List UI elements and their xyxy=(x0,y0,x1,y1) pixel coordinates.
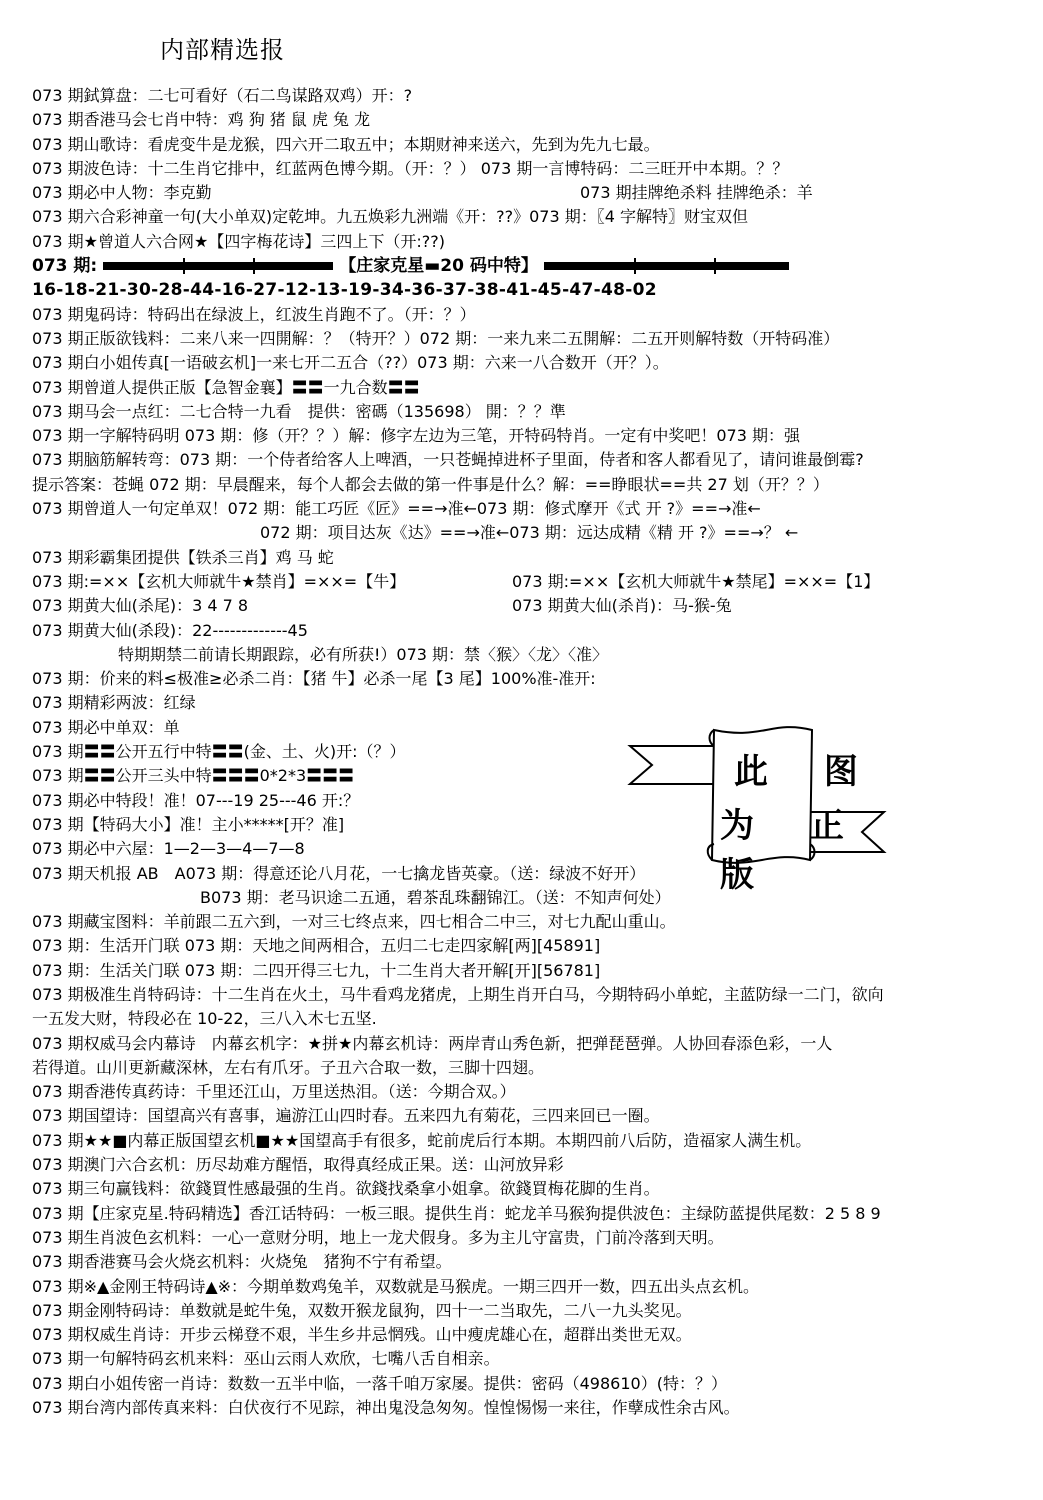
text-line: 072 期：项目达灰《达》==→准←073 期：远达成精《精 开 ?》==→？ ← xyxy=(260,523,799,543)
text-line: 特期期禁二前请长期跟踪，必有所获!）073 期：禁〈猴〉〈龙〉〈准〉 xyxy=(118,644,609,664)
text-line: 073 期必中单双：单 xyxy=(32,717,180,737)
text-line-split xyxy=(32,181,1032,205)
text-line: 073 期山歌诗：看虎变牛是龙猴，四六开二取五中；本期财神来送六，先到为先九七最。 xyxy=(32,134,660,154)
text-segment: 073 期挂牌绝杀料 挂牌绝杀：羊 xyxy=(580,183,813,203)
page-title: 内部精选报 xyxy=(160,36,285,64)
text-line: 073 期脑筋解转弯：073 期：一个侍者给客人上啤酒，一只苍蝇掉进杯子里面，侍者和客人都看见了，请问谁最倒霉? xyxy=(32,450,864,470)
text-line: 073 期权威马会内幕诗 内幕玄机字：★拼★内幕玄机诗：两岸青山秀色新，把弹琵琶弹。人协回春添色彩，一人 xyxy=(32,1033,833,1053)
text-segment: 073 期:=××【玄机大师就牛★禁尾】=××=【1】 xyxy=(512,571,880,591)
text-line: 073 期香港马会七肖中特：鸡 狗 猪 鼠 虎 兔 龙 xyxy=(32,110,371,130)
text-line: 073 期国望诗：国望高兴有喜事，遍游江山四时春。五来四九有菊花，三四来回已一圈。 xyxy=(32,1106,660,1126)
text-segment: 073 期必中人物：李克勤 xyxy=(32,183,212,203)
text-line: 073 期香港传真药诗：千里还江山，万里送热泪。（送：今期合双。） xyxy=(32,1082,516,1102)
text-line: 073 期精彩两波：红绿 xyxy=(32,693,196,713)
text-line: 073 期：价来的料≤极准≥必杀二肖：【猪 牛】必杀一尾【3 尾】100%准-准开: xyxy=(32,669,596,689)
text-line: 073 期白小姐传密一肖诗：数数一五半中临，一落千咱万家屡。提供：密码（498610）(特：？） xyxy=(32,1373,727,1393)
text-line: 073 期马会一点红：二七合特一九看 提供：密碼（135698） 開：？？準 xyxy=(32,401,566,421)
banner-prefix: 073 期: xyxy=(32,256,98,277)
banner-bar-left xyxy=(103,262,333,270)
banner-center: 【庄家克星▬20 码中特】 xyxy=(339,256,538,277)
text-line: 073 期金刚特码诗：单数就是蛇牛兔，双数开猴龙鼠狗，四十一二当取先，二八一九头奖见。 xyxy=(32,1300,692,1320)
text-line: 073 期【特码大小】准！主小*****[开？准] xyxy=(32,814,345,834)
stamp-line2: 为 正 版 xyxy=(720,806,866,895)
text-line: 若得道。山川更新藏深林，左右有爪牙。子丑六合取一数，三脚十四翅。 xyxy=(32,1057,545,1077)
text-line: 073 期极准生肖特码诗：十二生肖在火土，马牛看鸡龙猪虎，上期生肖开白马，今期特码小单蛇，主蓝防绿一二门，欲向 xyxy=(32,984,884,1004)
text-line: 073 期【庄家克星.特码精选】香江话特码：一板三眼。提供生肖：蛇龙羊马猴狗提供波色：主绿防蓝提供尾数：2 5 8 9 xyxy=(32,1203,881,1223)
text-line: 073 期三句赢钱料：欲錢買性感最强的生肖。欲錢找桑拿小姐拿。欲錢買梅花脚的生肖。 xyxy=(32,1179,660,1199)
banner-line xyxy=(32,254,1032,278)
text-line: 073 期※▲金刚王特码诗▲※：今期单数鸡兔羊，双数就是马猴虎。一期三四开一数，四五出头点玄机。 xyxy=(32,1276,760,1296)
text-line: 073 期波色诗：十二生肖它排中，红蓝两色博今期。（开：？） 073 期一言博特码：二三旺开中本期。？？ xyxy=(32,158,789,178)
text-segment: 073 期黄大仙(杀肖)：马-猴-兔 xyxy=(512,596,732,616)
text-line: 073 期一字解特码明 073 期：修（开？？）解：修字左边为三笔，开特码特肖。一定有中奖吧！073 期：强 xyxy=(32,426,800,446)
text-line: 073 期天机报 AB A073 期：得意还论八月花，一七擒龙皆英豪。（送：绿波不好开） xyxy=(32,863,646,883)
text-line: 073 期必中六屋：1—2—3—4—7—8 xyxy=(32,839,305,859)
text-line: 073 期：生活关门联 073 期：二四开得三七九，十二生肖大者开解[开][56781] xyxy=(32,960,601,980)
text-line: 073 期黄大仙(杀段)：22-------------45 xyxy=(32,620,308,640)
text-line: 073 期六合彩神童一句(大小单双)定乾坤。九五焕彩九洲端《开：??》073 期：〖4 字解特〗财宝双但 xyxy=(32,207,748,227)
number-sequence: 16-18-21-30-28-44-16-27-12-13-19-34-36-37-38-41-45-47-48-02 xyxy=(32,280,657,301)
text-line: 073 期鉽算盘：二七可看好（石二鸟谋路双鸡）开：? xyxy=(32,86,413,105)
text-line: 073 期★★■内幕正版国望玄机■★★国望高手有很多，蛇前虎后行本期。本期四前八后防，造福家人满生机。 xyxy=(32,1130,812,1150)
text-line: 073 期〓〓公开五行中特〓〓(金、土、火)开:（？） xyxy=(32,742,406,762)
text-line: 073 期曾道人一句定单双！072 期：能工巧匠《匠》==→准←073 期：修式摩开《式 开 ?》==→准← xyxy=(32,499,761,519)
text-segment: 073 期:=××【玄机大师就牛★禁肖】=××=【牛】 xyxy=(32,571,406,591)
text-line: 提示答案：苍蝇 072 期：早晨醒来，每个人都会去做的第一件事是什么？解：==睁眼状==共 27 划（开？？） xyxy=(32,474,829,494)
text-line: 073 期台湾内部传真来料：白伏夜行不见踪，神出鬼没急匆匆。惶惶惕惕一来往，作孽成性余古风。 xyxy=(32,1398,740,1418)
text-line: 一五发大财，特段必在 10-22，三八入木七五坚. xyxy=(32,1009,377,1029)
text-line: 073 期必中特段！准！07---19 25---46 开:？ xyxy=(32,790,360,810)
text-line: 073 期权威生肖诗：开步云梯登不艰，半生乡井忌惘残。山中瘦虎雄心在，超群出类世无双。 xyxy=(32,1325,692,1345)
text-line: 073 期香港赛马会火烧玄机料：火烧兔 猪狗不宁有希望。 xyxy=(32,1252,452,1272)
text-line: 073 期藏宝图料：羊前跟二五六到，一对三七终点来，四七相合二中三，对七九配山重山。 xyxy=(32,912,676,932)
banner-bar-right xyxy=(544,262,789,270)
text-line: 073 期彩霸集团提供【铁杀三肖】鸡 马 蛇 xyxy=(32,547,334,567)
text-line-split xyxy=(32,594,1032,618)
text-line: 073 期鬼码诗：特码出在绿波上，红波生肖跑不了。（开：？） xyxy=(32,304,476,324)
text-line: 073 期：生活开门联 073 期：天地之间两相合，五归二七走四家解[两][45891] xyxy=(32,936,601,956)
text-line: 073 期澳门六合玄机：历尽劫难方醒悟，取得真经成正果。送：山河放异彩 xyxy=(32,1155,564,1175)
text-line: 073 期一句解特码玄机来料：巫山云雨人欢欣，七嘴八舌自相亲。 xyxy=(32,1349,500,1369)
text-line: 073 期正版欲钱料：二来八来一四開解：？（特开？）072 期：一来九来二五開解：二五开则解特数（开特码准） xyxy=(32,328,840,348)
text-segment: 073 期黄大仙(杀尾)：3 4 7 8 xyxy=(32,596,249,616)
text-line: 073 期〓〓公开三头中特〓〓〓0*2*3〓〓〓 xyxy=(32,766,355,786)
text-line: B073 期：老马识途二五通，碧茶乱珠翻锦江。（送：不知声何处） xyxy=(200,887,671,907)
authentic-version-stamp xyxy=(622,724,892,895)
text-line: 073 期曾道人提供正版【急智金襄】〓〓一九合数〓〓 xyxy=(32,377,420,397)
text-line-split xyxy=(32,570,1032,594)
text-line: 073 期★曾道人六合网★【四字梅花诗】三四上下（开:??) xyxy=(32,231,445,251)
text-line: 073 期生肖波色玄机料：一心一意财分明，地上一龙犬假身。多为主儿守富贵，门前冷落到天明。 xyxy=(32,1227,724,1247)
text-line: 073 期白小姐传真[一语破玄机]一来七开二五合（??）073 期：六来一八合数开（开？）。 xyxy=(32,353,669,373)
stamp-line1: 此 图 xyxy=(734,752,880,792)
